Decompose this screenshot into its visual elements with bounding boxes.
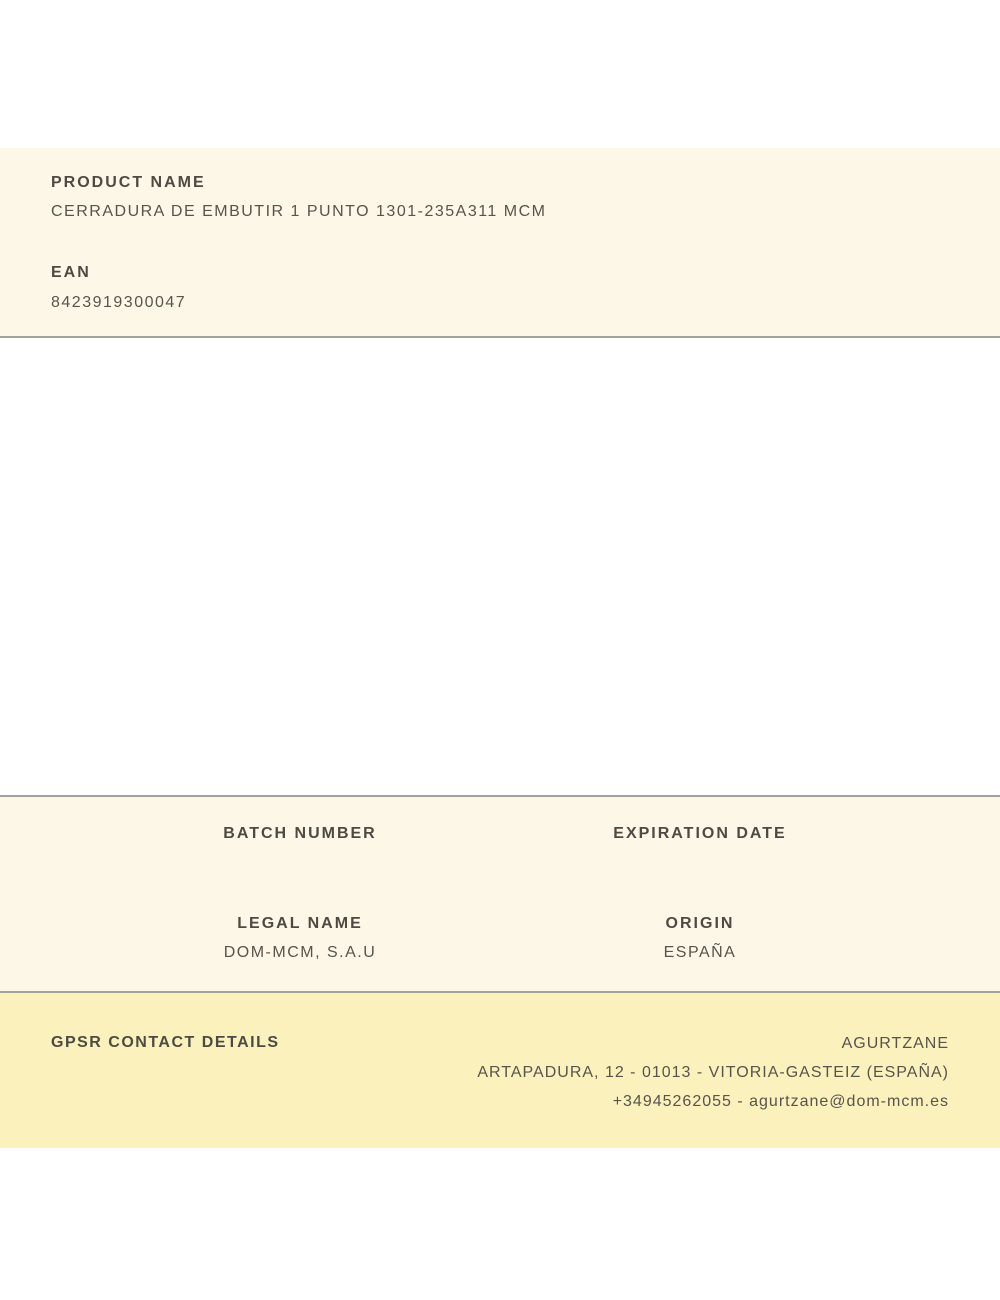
legal-name-value: DOM-MCM, S.A.U — [223, 944, 377, 961]
gpsr-contact-section — [0, 993, 1000, 1148]
product-name-value: CERRADURA DE EMBUTIR 1 PUNTO 1301-235A311 MCM — [51, 203, 547, 220]
batch-number-label: BATCH NUMBER — [223, 825, 377, 842]
batch-origin-section — [0, 795, 1000, 993]
ean-value: 8423919300047 — [51, 294, 187, 311]
gpsr-contact-address: ARTAPADURA, 12 - 01013 - VITORIA-GASTEIZ (ESPAÑA) — [477, 1064, 949, 1081]
gpsr-contact-name: AGURTZANE — [841, 1035, 949, 1052]
legal-name-label: LEGAL NAME — [237, 915, 363, 932]
gpsr-contact-phone-email: +34945262055 - agurtzane@dom-mcm.es — [612, 1093, 949, 1110]
origin-label: ORIGIN — [665, 915, 735, 932]
ean-label: EAN — [51, 264, 91, 281]
expiration-date-label: EXPIRATION DATE — [613, 825, 787, 842]
product-name-label: PRODUCT NAME — [51, 174, 206, 191]
gpsr-contact-label: GPSR CONTACT DETAILS — [51, 1034, 280, 1051]
origin-value: ESPAÑA — [663, 944, 737, 961]
gpsr-contact-block — [477, 1029, 949, 1116]
product-info-section — [0, 148, 1000, 338]
